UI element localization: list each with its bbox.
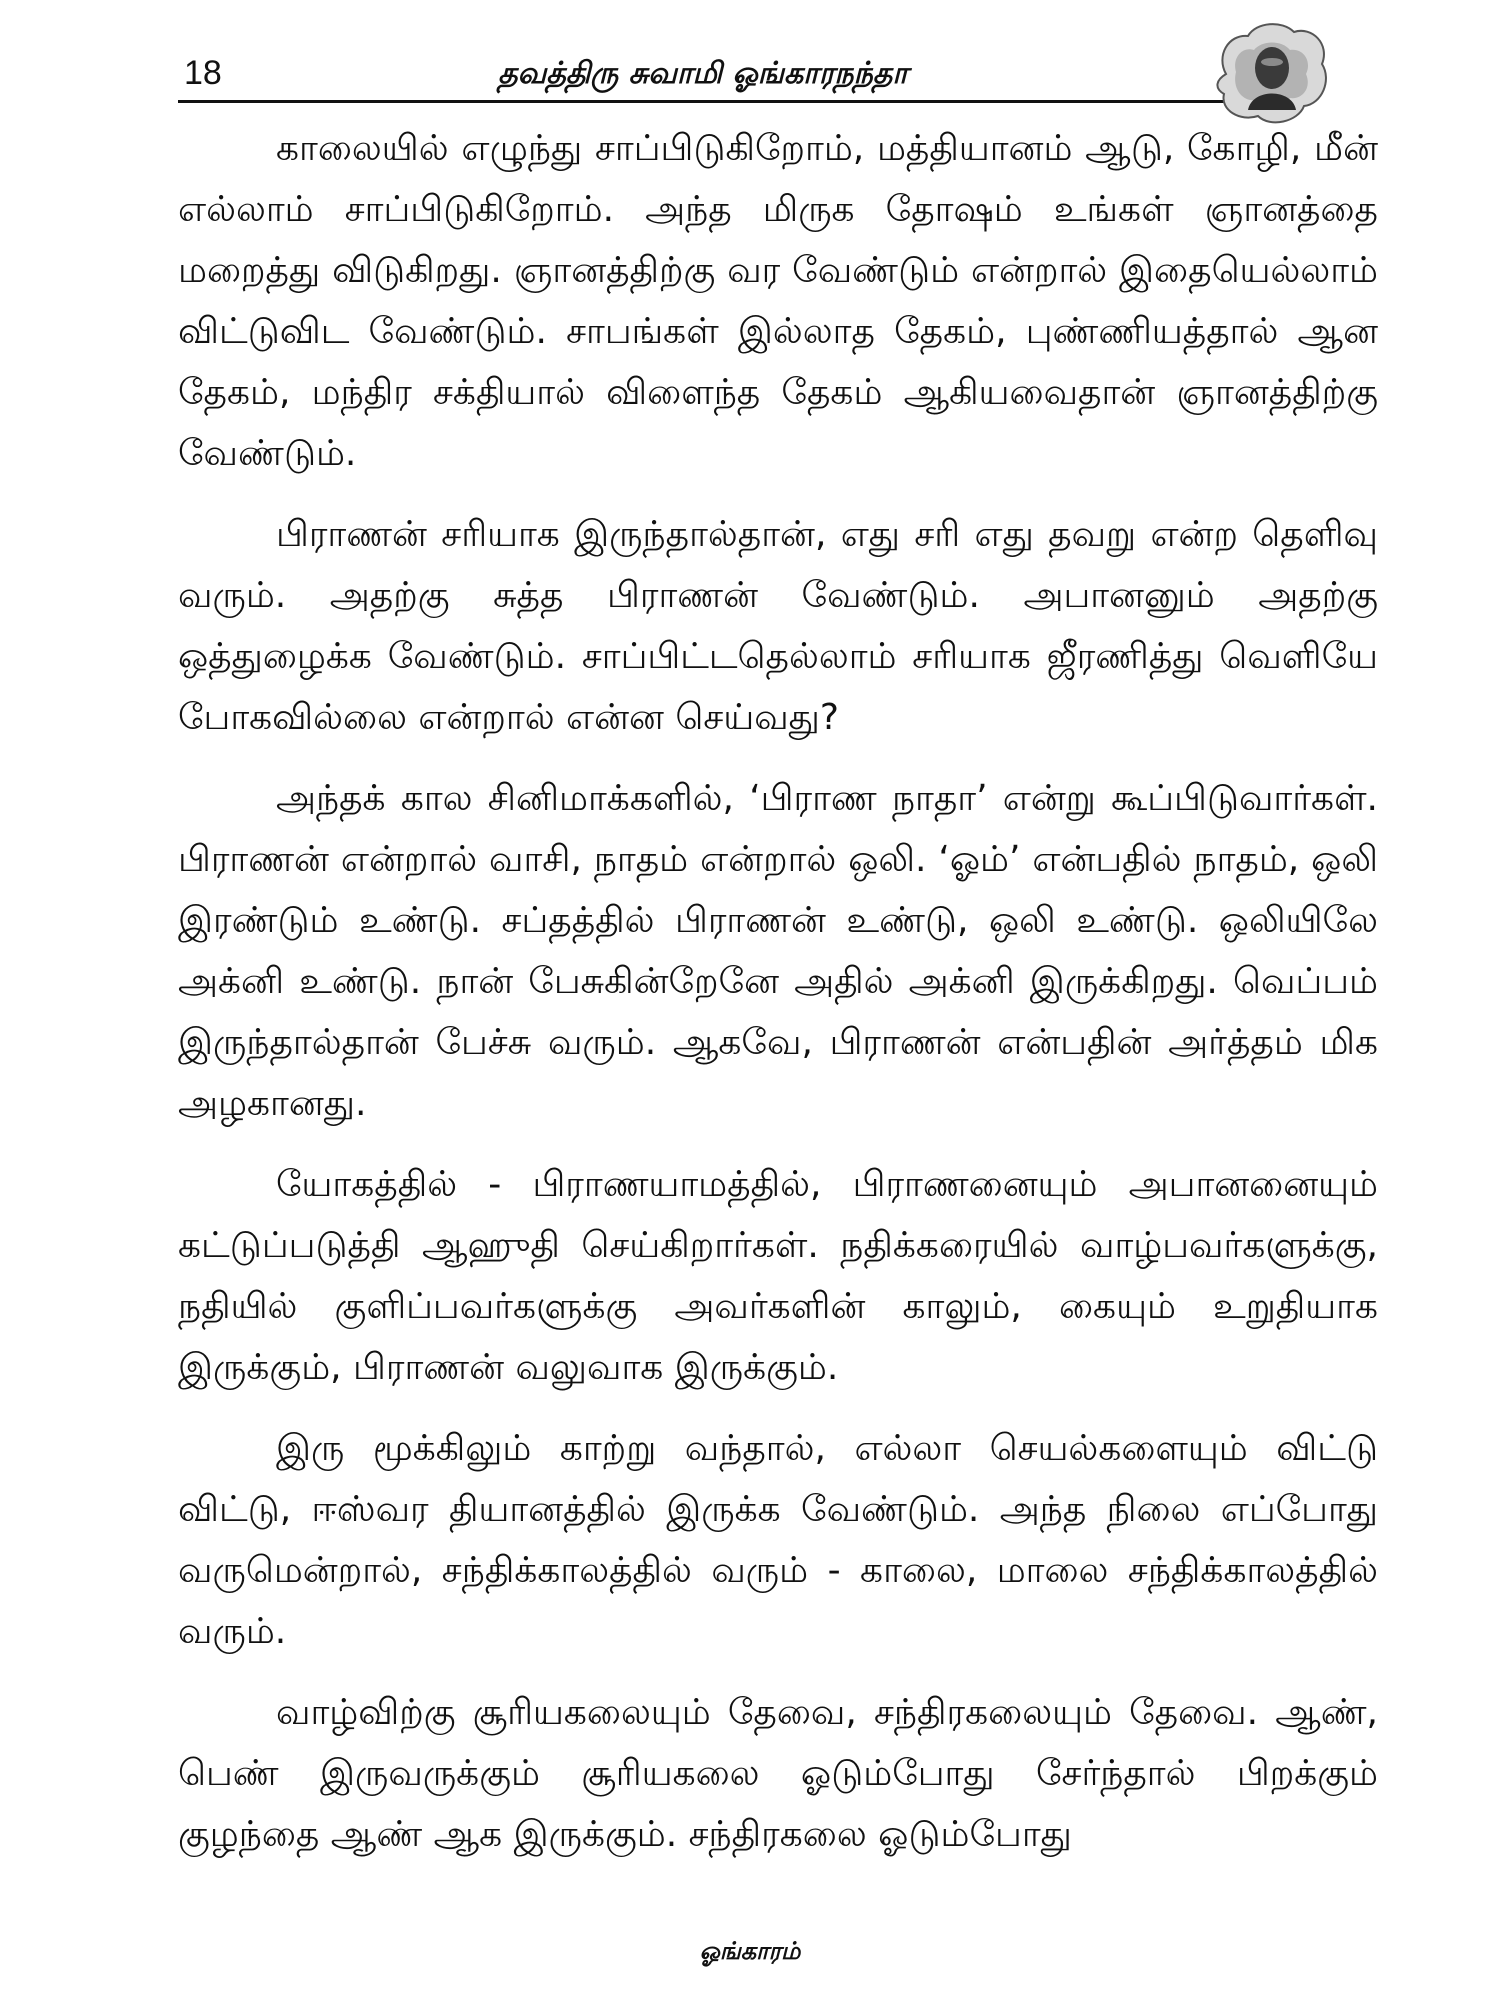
- header-rule: [178, 100, 1228, 103]
- paragraph: யோகத்தில் - பிராணயாமத்தில், பிராணனையும் அபானனையும் கட்டுப்படுத்தி ஆஹுதி செய்கிறார்கள். நதிக்கரையில் வாழ்பவர்களுக்கு, நதியில் குளிப்பவர்களுக்கு அவர்களின் காலும், கையும் உறுதியாக இருக்கும், பிராணன் வலுவாக இருக்கும்.: [178, 1164, 1378, 1388]
- paragraph: அந்தக் கால சினிமாக்களில், ‘பிராண நாதா’ என்று கூப்பிடுவார்கள். பிராணன் என்றால் வாசி, நாதம் என்றால் ஒலி. ‘ஓம்’ என்பதில் நாதம், ஒலி இரண்டும் உண்டு. சப்தத்தில் பிராணன் உண்டு, ஒலி உண்டு. ஒலியிலே அக்னி உண்டு. நான் பேசுகின்றேனே அதில் அக்னி இருக்கிறது. வெப்பம் இருந்தால்தான் பேச்சு வரும். ஆகவே, பிராணன் என்பதின் அர்த்தம் மிக அழகானது.: [178, 778, 1378, 1124]
- paragraph: பிராணன் சரியாக இருந்தால்தான், எது சரி எது தவறு என்ற தெளிவு வரும். அதற்கு சுத்த பிராணன் வேண்டும். அபானனும் அதற்கு ஒத்துழைக்க வேண்டும். சாப்பிட்டதெல்லாம் சரியாக ஜீரணித்து வெளியே போகவில்லை என்றால் என்ன செய்வது?: [178, 514, 1378, 738]
- page-number: 18: [184, 54, 222, 92]
- running-header: [178, 52, 1228, 104]
- footer-journal-name: ஓங்காரம்: [699, 1937, 801, 1965]
- page-body: [178, 118, 1378, 1885]
- paragraph: இரு மூக்கிலும் காற்று வந்தால், எல்லா செயல்களையும் விட்டு விட்டு, ஈஸ்வர தியானத்தில் இருக்க வேண்டும். அந்த நிலை எப்போது வருமென்றால், சந்திக்காலத்தில் வரும் - காலை, மாலை சந்திக்காலத்தில் வரும்.: [178, 1428, 1378, 1652]
- swami-portrait-icon: [1212, 18, 1332, 130]
- paragraph: காலையில் எழுந்து சாப்பிடுகிறோம், மத்தியானம் ஆடு, கோழி, மீன் எல்லாம் சாப்பிடுகிறோம். அந்த மிருக தோஷம் உங்கள் ஞானத்தை மறைத்து விடுகிறது. ஞானத்திற்கு வர வேண்டும் என்றால் இதையெல்லாம் விட்டுவிட வேண்டும். சாபங்கள் இல்லாத தேகம், புண்ணியத்தால் ஆன தேகம், மந்திர சக்தியால் விளைந்த தேகம் ஆகியவைதான் ஞானத்திற்கு வேண்டும்.: [178, 128, 1378, 474]
- paragraph: வாழ்விற்கு சூரியகலையும் தேவை, சந்திரகலையும் தேவை. ஆண், பெண் இருவருக்கும் சூரியகலை ஓடும்போது சேர்ந்தால் பிறக்கும் குழந்தை ஆண் ஆக இருக்கும். சந்திரகலை ஓடும்போது: [178, 1692, 1378, 1855]
- book-title: தவத்திரு சுவாமி ஓங்காரநந்தா: [497, 56, 909, 91]
